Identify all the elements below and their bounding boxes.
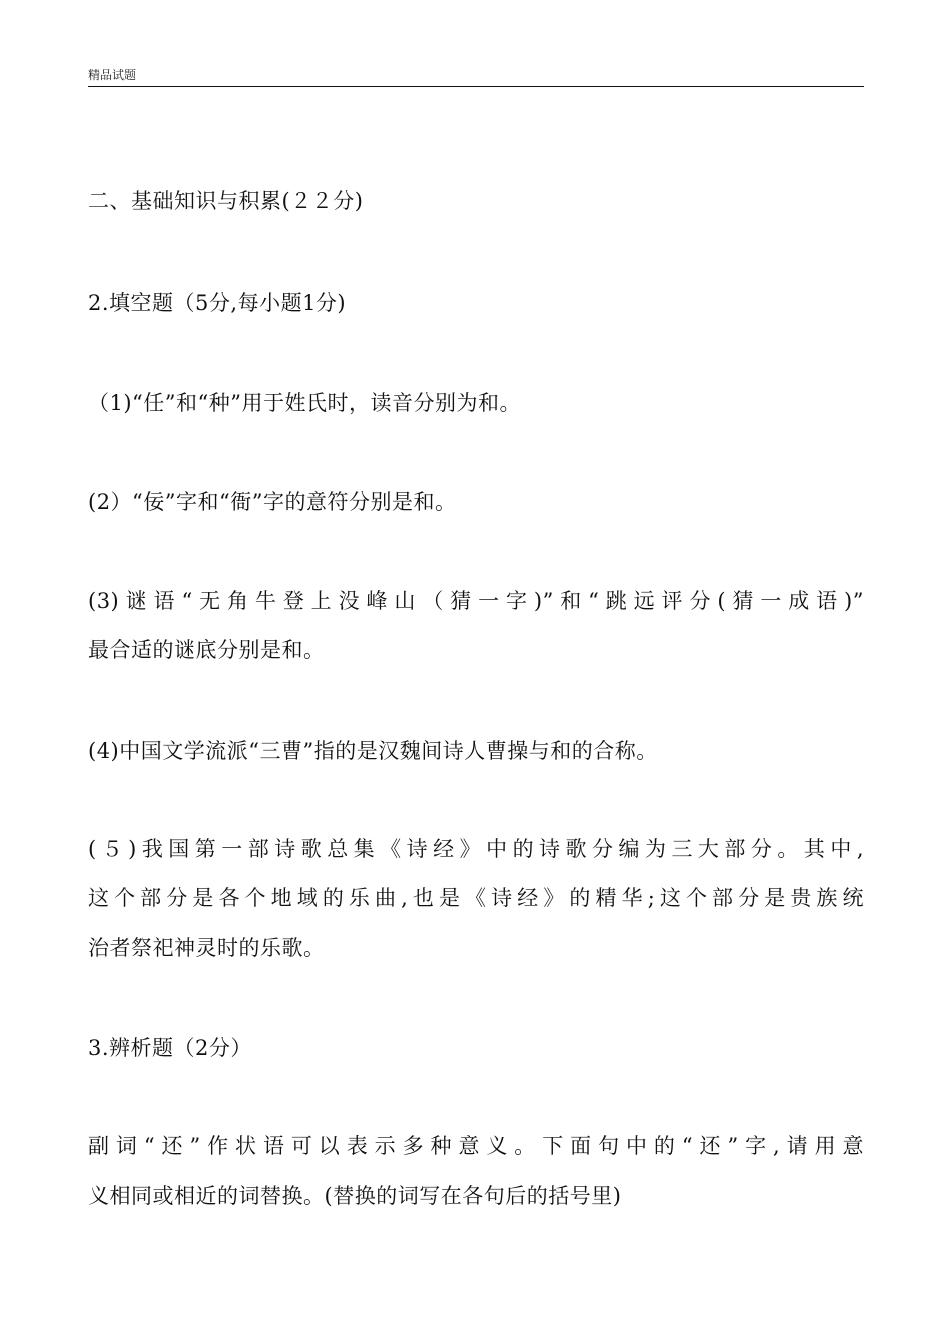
- question-3-desc-line-1: 副词“还”作状语可以表示多种意义。下面句中的“还”字,请用意: [88, 1134, 864, 1158]
- question-3-title: 3.辨析题（2分）: [88, 1036, 252, 1060]
- question-2-4: (4)中国文学流派“三曹”指的是汉魏间诗人曹操与和的合称。: [88, 739, 658, 763]
- question-2-3-line-1: (3)谜语“无角牛登上没峰山（猜一字)”和“跳远评分(猜一成语)”: [88, 589, 864, 613]
- question-2-2: (2）“佞”字和“衙”字的意符分别是和。: [88, 490, 457, 514]
- question-3-desc-line-2: 义相同或相近的词替换。(替换的词写在各句后的括号里): [88, 1184, 622, 1208]
- question-2-5-line-1: (５)我国第一部诗歌总集《诗经》中的诗歌分编为三大部分。其中,: [88, 837, 864, 861]
- page-header: [88, 66, 864, 87]
- question-2-1: （1)“任”和“种”用于姓氏时，读音分别为和。: [88, 391, 521, 415]
- question-2-5-line-3: 治者祭祀神灵时的乐歌。: [88, 936, 325, 960]
- section-title: 二、基础知识与积累(２２分): [88, 189, 364, 213]
- header-label: 精品试题: [88, 68, 137, 82]
- question-2-title: 2.填空题（5分,每小题1分): [88, 291, 347, 315]
- question-2-3-line-2: 最合适的谜底分别是和。: [88, 638, 325, 662]
- question-2-5-line-2: 这个部分是各个地域的乐曲,也是《诗经》的精华;这个部分是贵族统: [88, 886, 864, 910]
